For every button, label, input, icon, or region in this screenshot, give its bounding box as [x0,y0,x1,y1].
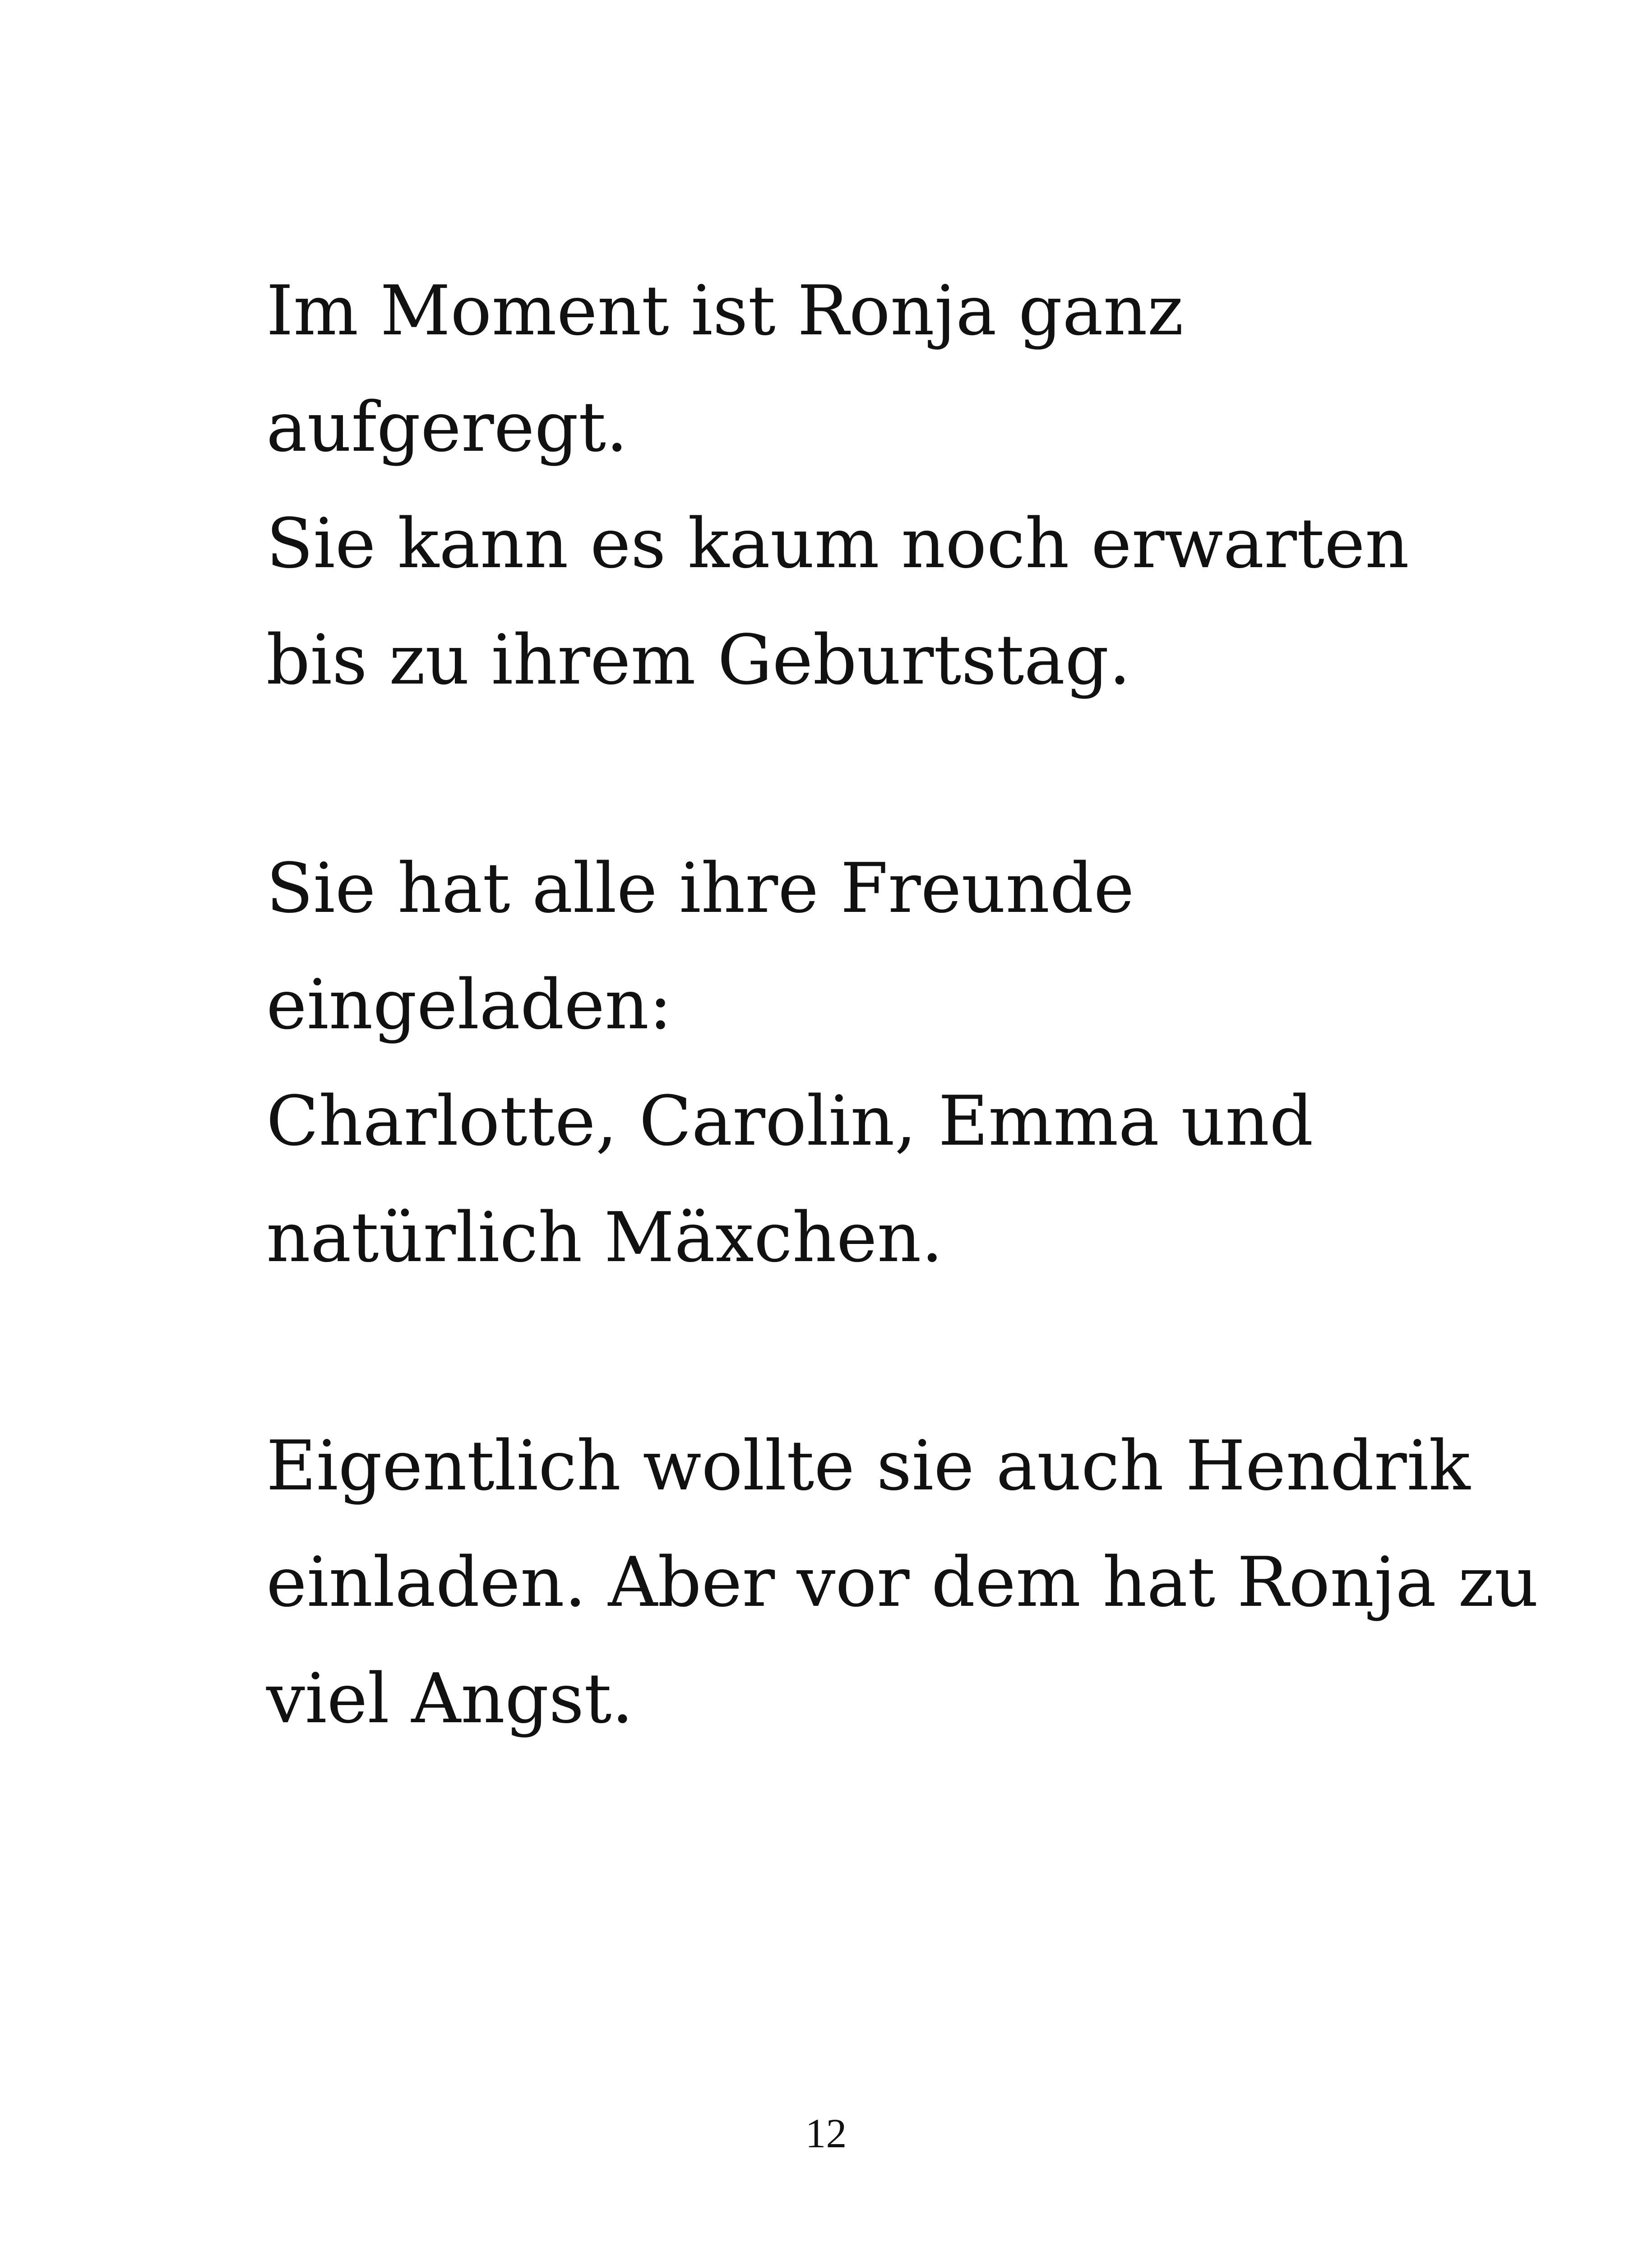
text-line: einladen. Aber vor dem hat Ronja zu [266,1542,1539,1622]
text-line: aufgeregt. [266,387,628,467]
text-line: Eigentlich wollte sie auch Hendrik [266,1426,1471,1506]
text-line: viel Angst. [266,1659,634,1738]
text-line: Sie hat alle ihre Freunde [266,848,1134,928]
text-line: eingeladen: [266,965,672,1045]
text-line: natürlich Mäxchen. [266,1197,943,1277]
paragraph-3 [266,1408,1575,1757]
text-line: Charlotte, Carolin, Emma und [266,1081,1314,1161]
paragraph-2 [266,830,1575,1296]
paragraph-1 [266,253,1575,718]
page-number: 12 [805,2110,847,2156]
text-line: Sie kann es kaum noch erwarten [266,504,1409,583]
text-line: bis zu ihrem Geburtstag. [266,620,1131,700]
text-line: Im Moment ist Ronja ganz [266,271,1184,351]
